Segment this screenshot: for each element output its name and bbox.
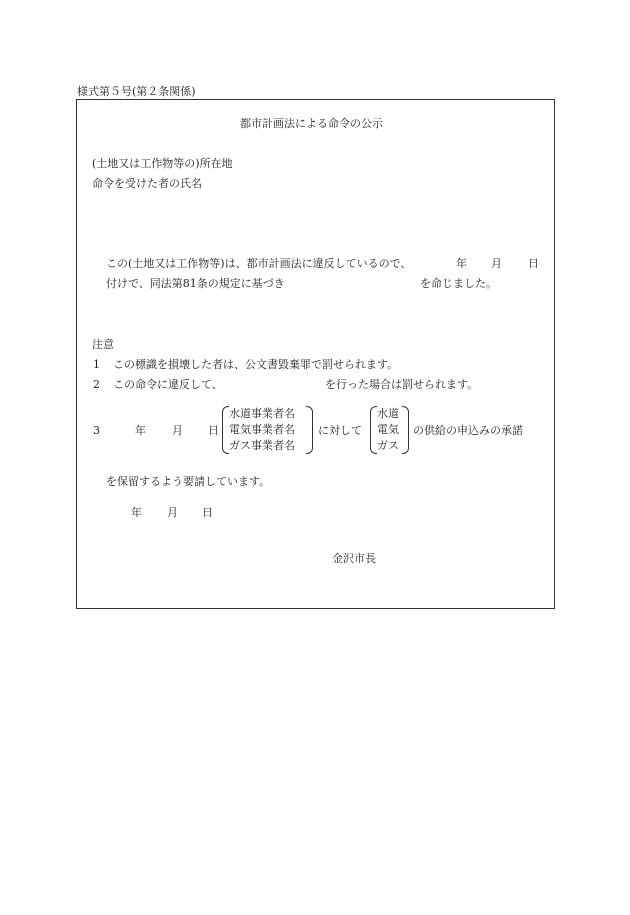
note-1-text: この標識を損壊した者は、公文書毀棄罪で罰せられます。	[113, 358, 399, 371]
note-3-month-label: 月	[172, 424, 183, 437]
notice-title: 都市計画法による命令の公示	[240, 117, 383, 130]
notice-frame	[76, 99, 555, 609]
note-3-number: 3	[93, 424, 100, 437]
operators-bracket-right	[306, 406, 313, 454]
operator-electric: 電気事業者名	[229, 423, 295, 436]
note-2-end: を行った場合は罰せられます。	[325, 378, 479, 391]
note-1-number: 1	[93, 358, 100, 371]
utilities-bracket-left	[370, 406, 377, 454]
body-day-label: 日	[528, 257, 539, 270]
date-year-label: 年	[131, 506, 142, 519]
note-3-end: の供給の申込みの承諾	[413, 424, 523, 437]
body-month-label: 月	[491, 257, 502, 270]
note-3-against: に対して	[318, 424, 362, 437]
note-3-year-label: 年	[135, 424, 146, 437]
body-line-1: この(土地又は工作物等)は、都市計画法に違反しているので、	[106, 257, 412, 270]
issuer-name: 金沢市長	[332, 552, 376, 565]
date-day-label: 日	[202, 506, 213, 519]
note-3-day-label: 日	[208, 424, 219, 437]
body-line-2: 付けで、同法第81条の規定に基づき	[106, 277, 285, 290]
note-2-text: この命令に違反して、	[113, 378, 223, 391]
recipient-name-label: 命令を受けた者の氏名	[92, 177, 202, 190]
date-month-label: 月	[167, 506, 178, 519]
notes-heading: 注意	[92, 338, 114, 351]
note-3-continuation: を保留するよう要請しています。	[106, 475, 271, 488]
operator-gas: ガス事業者名	[229, 439, 295, 452]
note-2-number: 2	[93, 378, 100, 391]
operator-water: 水道事業者名	[229, 407, 295, 420]
body-year-label: 年	[456, 257, 467, 270]
form-number-label: 様式第５号(第２条関係)	[77, 85, 196, 98]
utility-electric: 電気	[377, 423, 399, 436]
body-line-2-end: を命じました。	[420, 277, 497, 290]
utilities-bracket-right	[402, 406, 409, 454]
location-label: (土地又は工作物等の)所在地	[92, 157, 233, 170]
operators-bracket-left	[222, 406, 229, 454]
utility-water: 水道	[377, 407, 399, 420]
utility-gas: ガス	[377, 439, 399, 452]
